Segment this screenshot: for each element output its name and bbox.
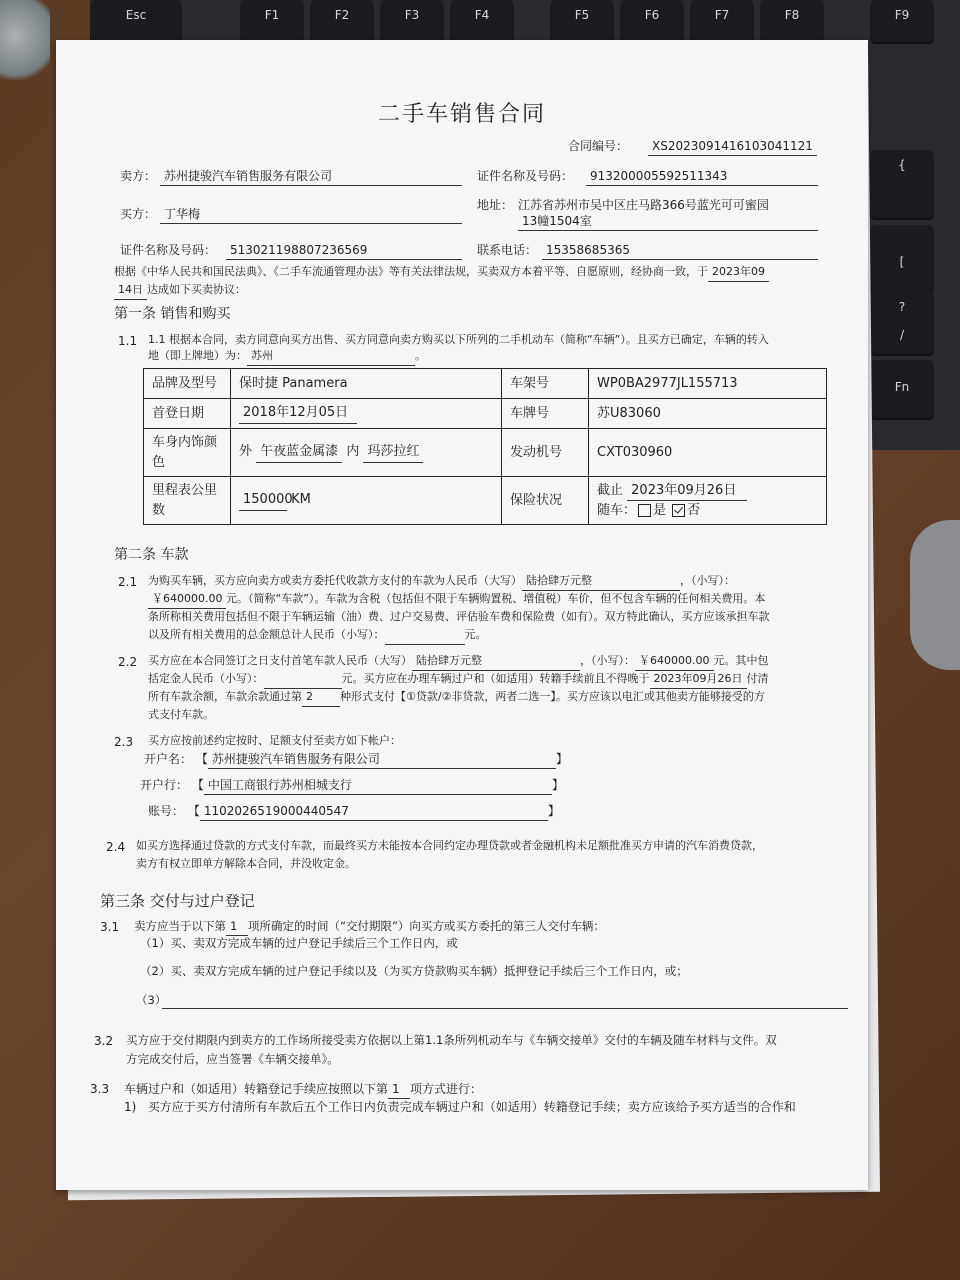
clause-2-2-line1: 买方应在本合同签订之日支付首笔车款人民币（大写） 陆拾肆万元整 ，（小写）： ￥640000.00 元。其中包 [148,653,769,671]
color-exterior: 午夜蓝金属漆 [256,442,342,463]
preamble: 根据《中华人民共和国民法典》、《二手车流通管理办法》等有关法律法规，买卖双方本着平等、自愿原则，经协商一致，于 2023年09 [114,264,769,282]
clause-3-3-option-1: 1) 买方应于买方付清所有车款后五个工作日内负责完成车辆过户和（如适用）转籍登记手续；卖方应该给予买方适当的合作和 [124,1100,796,1114]
article-1-title: 第一条 销售和购买 [114,306,231,322]
computer-mouse [910,520,960,670]
account-no: 1102026519000440547 [200,802,548,821]
key-fn[interactable]: Fn [870,360,934,420]
plate-value: 苏U83060 [589,399,827,429]
contract-page [56,40,868,1190]
blank-line [162,1008,848,1009]
clause-3-1-option-2: （2）买、卖双方完成车辆的过户登记手续以及（为买方贷款购买车辆）抵押登记手续后三个工作日内，或； [140,964,688,978]
clause-3-2-line2: 方完成交付后，应当签署《车辆交接单》。 [126,1052,339,1066]
clause-1-1-text: 1.1 根据本合同，卖方同意向买方出售、买方同意向卖方购买以下所列的二手机动车（简称“车辆”）。且买方已确定，车辆的转入 [148,333,769,346]
seller-id: 913200005592511343 [586,167,818,186]
vin-value: WP0BA2977JL155713 [589,369,827,399]
color-label: 车身内饰颜色 [144,429,231,477]
key-f5[interactable]: F5 [550,0,614,44]
checkbox-yes[interactable] [638,504,651,517]
clause-2-2-line4: 式支付车款。 [148,708,214,721]
bank-name: 中国工商银行苏州相城支行 [204,776,552,795]
clause-3-1-line1: 卖方应当于以下第 1 项所确定的时间（“交付期限”）向买方或买方委托的第三人交付车辆： [134,918,605,936]
brand-label: 品牌及型号 [144,369,231,399]
key-esc[interactable]: Esc [90,0,182,44]
phone-label: 联系电话： [477,243,538,257]
mileage-label: 里程表公里数 [144,477,231,525]
engine-label: 发动机号 [502,429,589,477]
buyer-id-label: 证件名称及号码： [120,243,217,257]
key-f7[interactable]: F7 [690,0,754,44]
key-f2[interactable]: F2 [310,0,374,44]
key-bracket[interactable]: [ [870,225,934,295]
brand-value: 保时捷 Panamera [231,369,502,399]
color-cell: 外 午夜蓝金属漆 内 玛莎拉红 [231,429,502,477]
clause-2-1-line4: 以及所有相关费用的总金额总计人民币（小写）： 元。 [148,627,487,645]
clause-2-3-text: 买方应按前述约定按时、足额支付至卖方如下帐户： [148,734,401,747]
color-interior: 玛莎拉红 [363,442,423,463]
preamble-2: 14日 达成如下买卖协议： [114,282,246,300]
clause-3-3-line1: 车辆过户和（如适用）转籍登记手续应按照以下第 1 项方式进行： [124,1080,482,1099]
bank-row: 开户行： 【 中国工商银行苏州相城支行 】 [140,776,564,795]
clause-2-1-line3: 条所称相关费用包括但不限于车辆运输（油）费、过户交易费、评估验车费和保险费（如有）。双方特此确认，买方应该承担车款 [148,610,770,623]
contract-no-label: 合同编号： [568,139,629,153]
clause-1-1-text2: 地（即上牌地）为： 苏州 。 [148,348,426,366]
key-question[interactable]: ? [870,292,934,328]
reg-label: 首登日期 [144,399,231,429]
clause-2-1-num: 2.1 [118,575,138,589]
mileage-cell: 150000 KM [231,477,502,525]
clause-2-4-line2: 卖方有权立即单方解除本合同，并没收定金。 [136,857,356,870]
key-f4[interactable]: F4 [450,0,514,44]
clause-3-1-option-1: （1）买、卖双方完成车辆的过户登记手续后三个工作日内，或 [140,936,458,950]
article-2-title: 第二条 车款 [114,547,189,563]
engine-value: CXT030960 [589,429,827,477]
account-name: 苏州捷骏汽车销售服务有限公司 [208,750,556,769]
buyer-name: 丁华梅 [160,205,462,224]
water-bottle [0,0,50,90]
key-f6[interactable]: F6 [620,0,684,44]
clause-2-2-num: 2.2 [118,655,138,669]
seller-label: 卖方： [120,169,157,183]
insurance-label: 保险状况 [502,477,589,525]
vehicle-info-table [143,368,827,525]
insurance-until: 2023年09月26日 [627,481,747,502]
key-brace[interactable]: { [870,150,934,220]
address-label: 地址： [477,198,514,212]
clause-2-2-line2: 括定金人民币（小写）： 元。买方应在办理车辆过户和（如适用）转籍手续前且不得晚于 2023年09月26日 付清 [148,671,769,689]
reg-value: 2018年12月05日 [239,403,357,424]
clause-2-1-line2: ￥640000.00 元。（简称“车款”）。车款为含税（包括但不限于车辆购置税、增值税）车价，但不包含车辆的任何相关费用。本 [148,591,765,609]
key-f3[interactable]: F3 [380,0,444,44]
clause-3-2-line1: 买方应于交付期限内到卖方的工作场所接受卖方依据以上第1.1条所列机动车与《车辆交接单》交付的车辆及随车材料与文件。双 [126,1033,777,1047]
address-line-2: 13幢1504室 [518,212,818,231]
mileage-value: 150000 [239,490,287,511]
clause-3-1-num: 3.1 [100,920,120,934]
contract-title: 二手车销售合同 [377,102,546,127]
insurance-cell: 截止 2023年09月26日 随车： 是 否 [589,477,827,525]
account-name-row: 开户名： 【 苏州捷骏汽车销售服务有限公司 】 [144,750,568,769]
article-3-title: 第三条 交付与过户登记 [100,892,255,910]
reg-cell [231,399,502,429]
key-f8[interactable]: F8 [760,0,824,44]
account-no-row: 账号： 【 1102026519000440547 】 [148,802,560,821]
seller-id-label: 证件名称及号码： [477,169,574,183]
clause-3-3-num: 3.3 [90,1082,110,1096]
seller-name: 苏州捷骏汽车销售服务有限公司 [160,167,462,186]
key-f9[interactable]: F9 [870,0,934,44]
key-f1[interactable]: F1 [240,0,304,44]
address-line-1: 江苏省苏州市吴中区庄马路366号蓝光可可蜜园 [518,198,769,212]
clause-2-2-line3: 所有车款余额，车款余款通过第 2 种形式支付【①贷款/②非贷款，两者二选一】。买方应该以电汇或其他卖方能够接受的方 [148,689,765,707]
clause-1-1-num: 1.1 [118,334,138,348]
clause-2-4-num: 2.4 [106,840,126,854]
clause-2-4-line1: 如买方选择通过贷款的方式支付车款，而最终买方未能按本合同约定办理贷款或者金融机构未足额批准买方申请的汽车消费贷款， [136,839,763,852]
buyer-id: 513021198807236569 [226,241,462,260]
key-slash[interactable]: / [870,320,934,356]
vin-label: 车架号 [502,369,589,399]
plate-label: 车牌号 [502,399,589,429]
checkbox-no[interactable] [672,504,685,517]
clause-2-3-num: 2.3 [114,735,134,749]
clause-3-1-option-3: （3） [136,993,167,1007]
buyer-label: 买方： [120,207,157,221]
contract-no: XS2023091416103041121 [648,137,817,156]
clause-3-2-num: 3.2 [94,1034,114,1048]
clause-2-1-line1: 为购买车辆，买方应向卖方或卖方委托代收款方支付的车款为人民币（大写） 陆拾肆万元整 ，（小写）： [148,573,735,591]
phone: 15358685365 [542,241,818,260]
